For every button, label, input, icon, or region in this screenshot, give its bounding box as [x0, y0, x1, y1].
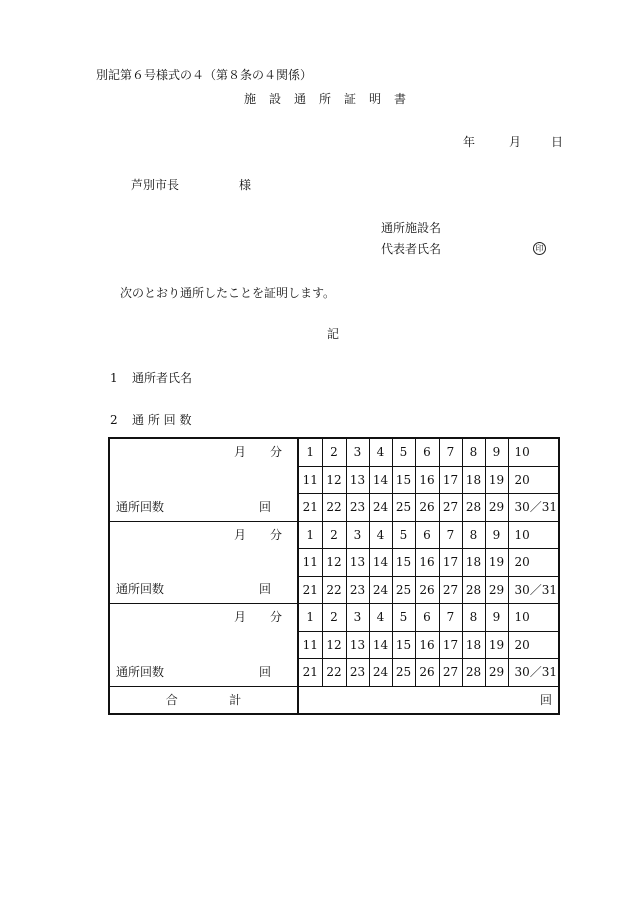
visit-count-label: 通所回数 [116, 582, 165, 596]
item-number: 1 [110, 371, 118, 385]
day-cell[interactable]: 10 [508, 438, 559, 466]
addressee-line [131, 178, 251, 192]
day-cell[interactable]: 7 [439, 604, 462, 632]
month-label: 月 分 [234, 445, 283, 459]
day-cell[interactable]: 7 [439, 521, 462, 549]
day-cell[interactable]: 22 [322, 494, 346, 522]
day-cell[interactable]: 10 [508, 604, 559, 632]
date-day-label: 日 [551, 135, 564, 149]
day-cell[interactable]: 9 [485, 604, 508, 632]
day-cell[interactable]: 28 [462, 576, 485, 604]
day-cell[interactable]: 6 [415, 521, 439, 549]
day-cell[interactable]: 5 [392, 604, 415, 632]
ki-heading: 記 [327, 327, 340, 341]
day-cell[interactable]: 25 [392, 494, 415, 522]
total-label-cell [109, 686, 298, 714]
day-cell[interactable]: 23 [346, 576, 369, 604]
month-block-label-cell [109, 604, 298, 687]
day-cell[interactable]: 17 [439, 466, 462, 494]
visit-table-body [109, 438, 559, 714]
day-cell[interactable]: 11 [298, 631, 322, 659]
day-cell[interactable]: 17 [439, 549, 462, 577]
day-cell[interactable]: 23 [346, 659, 369, 687]
representative-label: 代表者氏名 [381, 242, 442, 256]
day-cell[interactable]: 5 [392, 521, 415, 549]
day-cell[interactable]: 8 [462, 604, 485, 632]
total-row [109, 686, 559, 714]
day-cell[interactable]: 27 [439, 659, 462, 687]
day-cell[interactable]: 28 [462, 494, 485, 522]
day-cell[interactable]: 8 [462, 521, 485, 549]
day-cell[interactable]: 29 [485, 494, 508, 522]
item-label: 通所者氏名 [132, 371, 193, 385]
total-value-cell[interactable] [298, 686, 559, 714]
seal-mark: 印 [533, 242, 546, 255]
representative-line [381, 242, 546, 256]
table-row [109, 438, 559, 466]
item-label: 通 所 回 数 [132, 413, 192, 427]
day-cell[interactable]: 18 [462, 466, 485, 494]
day-cell[interactable]: 12 [322, 631, 346, 659]
day-cell[interactable]: 30／31 [508, 494, 559, 522]
day-cell[interactable]: 1 [298, 521, 322, 549]
day-cell[interactable]: 3 [346, 604, 369, 632]
day-cell[interactable]: 13 [346, 549, 369, 577]
day-cell[interactable]: 14 [369, 466, 392, 494]
day-cell[interactable]: 22 [322, 659, 346, 687]
day-cell[interactable]: 24 [369, 659, 392, 687]
day-cell[interactable]: 12 [322, 466, 346, 494]
day-cell[interactable]: 27 [439, 576, 462, 604]
day-cell[interactable]: 15 [392, 466, 415, 494]
day-cell[interactable]: 3 [346, 521, 369, 549]
date-year-label: 年 [463, 135, 476, 149]
day-cell[interactable]: 9 [485, 438, 508, 466]
day-cell[interactable]: 19 [485, 466, 508, 494]
day-cell[interactable]: 2 [322, 521, 346, 549]
day-cell[interactable]: 11 [298, 466, 322, 494]
date-line [463, 135, 563, 149]
day-cell[interactable]: 24 [369, 494, 392, 522]
day-cell[interactable]: 28 [462, 659, 485, 687]
form-identifier: 別記第６号様式の４（第８条の４関係） [96, 68, 313, 82]
day-cell[interactable]: 20 [508, 466, 559, 494]
day-cell[interactable]: 25 [392, 576, 415, 604]
day-cell[interactable]: 29 [485, 659, 508, 687]
document-title: 施設通所証明書 [244, 92, 420, 106]
day-cell[interactable]: 4 [369, 438, 392, 466]
month-block-label-cell [109, 521, 298, 604]
day-cell[interactable]: 12 [322, 549, 346, 577]
day-cell[interactable]: 18 [462, 549, 485, 577]
day-cell[interactable]: 17 [439, 631, 462, 659]
day-cell[interactable]: 6 [415, 604, 439, 632]
day-cell[interactable]: 16 [415, 466, 439, 494]
item-number: 2 [110, 413, 118, 427]
day-cell[interactable]: 29 [485, 576, 508, 604]
day-cell[interactable]: 3 [346, 438, 369, 466]
times-unit-label: 回 [259, 582, 272, 596]
table-row [109, 604, 559, 632]
times-unit-label: 回 [259, 664, 272, 679]
day-cell[interactable]: 26 [415, 576, 439, 604]
day-cell[interactable]: 24 [369, 576, 392, 604]
month-label: 月 分 [234, 527, 283, 542]
date-month-label: 月 [509, 135, 522, 149]
visit-count-label: 通所回数 [116, 499, 165, 514]
day-cell[interactable]: 14 [369, 631, 392, 659]
day-cell[interactable]: 20 [508, 631, 559, 659]
day-cell[interactable]: 1 [298, 438, 322, 466]
day-cell[interactable]: 2 [322, 604, 346, 632]
month-label: 月 分 [234, 610, 283, 624]
day-cell[interactable]: 18 [462, 631, 485, 659]
day-cell[interactable]: 19 [485, 549, 508, 577]
day-cell[interactable]: 21 [298, 659, 322, 687]
certification-statement: 次のとおり通所したことを証明します。 [120, 286, 336, 300]
day-cell[interactable]: 13 [346, 466, 369, 494]
day-cell[interactable]: 8 [462, 438, 485, 466]
day-cell[interactable]: 30／31 [508, 659, 559, 687]
table-row [109, 521, 559, 549]
day-cell[interactable]: 13 [346, 631, 369, 659]
day-cell[interactable]: 26 [415, 659, 439, 687]
day-cell[interactable]: 16 [415, 631, 439, 659]
total-label-part: 合 [165, 692, 178, 707]
day-cell[interactable]: 16 [415, 549, 439, 577]
times-unit-label: 回 [259, 499, 272, 514]
day-cell[interactable]: 1 [298, 604, 322, 632]
item-visitor-name [110, 371, 192, 385]
day-cell[interactable]: 4 [369, 521, 392, 549]
visit-count-label: 通所回数 [116, 664, 165, 679]
item-visit-count [110, 413, 191, 427]
day-cell[interactable]: 25 [392, 659, 415, 687]
addressee-name: 芦別市長 [131, 178, 180, 192]
month-block-label-cell [109, 438, 298, 521]
day-cell[interactable]: 23 [346, 494, 369, 522]
day-cell[interactable]: 22 [322, 576, 346, 604]
day-cell[interactable]: 5 [392, 438, 415, 466]
day-cell[interactable]: 6 [415, 438, 439, 466]
day-cell[interactable]: 9 [485, 521, 508, 549]
day-cell[interactable]: 27 [439, 494, 462, 522]
day-cell[interactable]: 15 [392, 631, 415, 659]
day-cell[interactable]: 26 [415, 494, 439, 522]
day-cell[interactable]: 10 [508, 521, 559, 549]
addressee-honorific: 様 [239, 178, 252, 192]
day-cell[interactable]: 14 [369, 549, 392, 577]
facility-name-label: 通所施設名 [381, 221, 442, 235]
total-unit: 回 [539, 692, 552, 707]
day-cell[interactable]: 7 [439, 438, 462, 466]
day-cell[interactable]: 19 [485, 631, 508, 659]
day-cell[interactable]: 2 [322, 438, 346, 466]
day-cell[interactable]: 21 [298, 576, 322, 604]
visit-count-table [108, 437, 560, 715]
day-cell[interactable]: 21 [298, 494, 322, 522]
total-label-part: 計 [229, 692, 242, 707]
day-cell[interactable]: 4 [369, 604, 392, 632]
day-cell[interactable]: 11 [298, 549, 322, 577]
day-cell[interactable]: 30／31 [508, 576, 559, 604]
day-cell[interactable]: 20 [508, 549, 559, 577]
day-cell[interactable]: 15 [392, 549, 415, 577]
